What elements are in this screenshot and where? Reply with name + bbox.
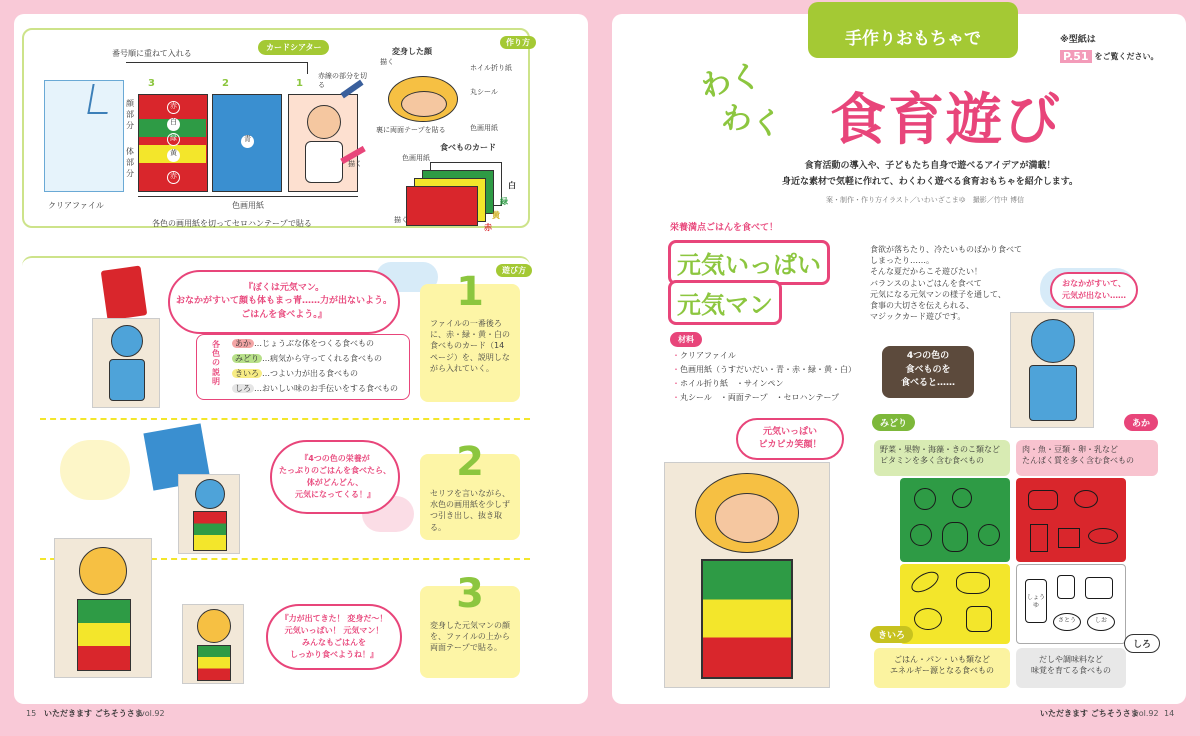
- game-title-2: 元気マン: [668, 280, 782, 325]
- left-page-number: 15: [26, 709, 37, 718]
- red-card-photo: [101, 265, 148, 320]
- green-group-label: みどり: [872, 414, 915, 431]
- material-3: ・ホイル折り紙 ・サインペン: [672, 379, 784, 388]
- yellow-food-panel: [900, 564, 1010, 644]
- game-title-1: 元気いっぱい: [668, 240, 830, 285]
- card-number-2: 2: [222, 78, 229, 89]
- yellow-group-label: きいろ: [870, 626, 913, 643]
- tag-green: みどり: [232, 354, 262, 363]
- red-cut-note: 赤線の部分を切る: [318, 72, 367, 90]
- flower-decoration: [60, 440, 130, 500]
- hero-face-icon: [307, 105, 341, 139]
- clear-file-illustration: [44, 80, 124, 192]
- material-4: ・丸シール ・両面テープ ・セロハンテープ: [672, 393, 840, 402]
- face-section-label: 顔部分: [126, 99, 134, 131]
- red-group-label: あか: [1124, 414, 1158, 431]
- apple-icon: [978, 524, 1000, 546]
- step2-photo: [178, 474, 240, 554]
- step3-box: [420, 571, 520, 678]
- chip-red-2: 赤: [167, 171, 180, 184]
- title-waku-2: わく: [719, 99, 784, 143]
- desc-red: …じょうぶな体をつくる食べもの: [254, 339, 374, 348]
- right-footer-title: いただきます ごちそうさま: [1040, 709, 1139, 718]
- nutrition-title: 各色の説明: [212, 340, 220, 386]
- material-1: ・クリアファイル: [672, 351, 736, 360]
- step3-text: 変身した元気マンの顔を、ファイルの上から両面テープで貼る。: [430, 621, 510, 653]
- card-3-striped: [138, 94, 208, 192]
- green-group-desc: 野菜・果物・海藻・きのこ類など ビタミンを多く含む食べもの: [874, 440, 1010, 476]
- sweet-potato-icon: [908, 568, 942, 597]
- width-line: [138, 196, 358, 197]
- section-tag: 栄養満点ごはんを食べて！: [670, 223, 779, 233]
- draw-label: 描く: [348, 160, 362, 168]
- red-food-panel: [1016, 478, 1126, 562]
- material-3-text: ホイル折り紙 ・サインペン: [680, 379, 784, 388]
- title-waku-1: わく: [697, 58, 764, 105]
- white-food-panel: [1016, 564, 1126, 644]
- desc-yellow: …つよい力が出る食べもの: [262, 369, 358, 378]
- desc-green: …病気から守ってくれる食べもの: [262, 354, 382, 363]
- speech-bubble-1: 『ぼくは元気マン。 おなかがすいて顔も体もまっ青……力が出ないよう。 ごはんを食べよう。』: [168, 270, 400, 334]
- draw-label-3: 描く: [394, 216, 408, 224]
- speech-bubble-2: 『4つの色の栄養が たっぷりのごはんを食べたら、 体がどんどん、 元気になってくる！』: [270, 440, 400, 514]
- step3-photo-large: [54, 538, 152, 678]
- nutrition-item-white: [232, 383, 398, 394]
- color-paper-label-3: 色画用紙: [402, 154, 430, 162]
- yellow-group-desc: ごはん・パン・いも類など エネルギー源となる食べもの: [874, 648, 1010, 688]
- nutrition-item-red: [232, 338, 374, 349]
- card-2-blue: [212, 94, 282, 192]
- overlap-label: 番号順に重ねて入れる: [112, 49, 192, 58]
- transformed-face-label: 変身した顔: [384, 44, 440, 59]
- step1-photo: [92, 318, 160, 408]
- salt-shaker-icon: [1085, 577, 1113, 599]
- happy-hero-photo: [664, 462, 830, 688]
- tofu-icon: [1058, 528, 1080, 548]
- step2-box: [420, 439, 520, 540]
- mushroom-icon: [952, 488, 972, 508]
- egg-icon: [1074, 490, 1098, 508]
- credits: 案・制作・作り方イラスト／いわいざこまゆ 撮影／竹中 博信: [826, 196, 1025, 204]
- header-tab-text: 手作りおもちゃで: [845, 29, 981, 49]
- milk-icon: [1030, 524, 1048, 552]
- tag-white: しろ: [232, 384, 254, 393]
- rice-icon: [914, 608, 942, 630]
- food-cards-label: 食べものカード: [432, 140, 504, 155]
- materials-label: 材料: [670, 332, 702, 347]
- divider-1: [40, 418, 530, 420]
- overlap-bracket: [126, 62, 308, 74]
- step2-number: 2: [456, 439, 484, 485]
- chip-white: 白: [167, 118, 180, 131]
- desc-white: …おいしい味のお手伝いをする食べもの: [254, 384, 398, 393]
- eat-four-colors: 4つの色の 食べものを 食べると……: [882, 346, 974, 398]
- meat-icon: [1028, 490, 1058, 510]
- pepper-icon: [914, 488, 936, 510]
- left-footer-title: いただきます ごちそうさま: [44, 709, 143, 718]
- bread-icon: [966, 606, 992, 632]
- soy-sauce-icon: しょうゆ: [1025, 579, 1047, 623]
- pattern-note-1: ※型紙は: [1060, 35, 1096, 45]
- lead-line-2: 身近な素材で気軽に作れて、わくわく遊べる食育おもちゃを紹介します。: [781, 177, 1079, 187]
- card-color-green: 緑: [500, 197, 508, 206]
- card-sheet-label: カードシアター: [258, 40, 329, 55]
- pattern-page: P.51: [1060, 50, 1092, 63]
- card-color-red: 赤: [484, 223, 492, 232]
- material-2: ・色画用紙（うすだいだい・青・赤・緑・黄・白）: [672, 365, 856, 374]
- sugar-bowl-icon: さとう: [1053, 613, 1081, 631]
- material-4-text: 丸シール ・両面テープ ・セロハンテープ: [680, 393, 840, 402]
- speech-hungry: おなかがすいて、 元気が出ない……: [1050, 272, 1138, 308]
- salt-bowl-icon: しお: [1087, 613, 1115, 631]
- body-section-label: 体部分: [126, 147, 134, 179]
- white-group-desc: だしや調味料など 味覚を育てる食べもの: [1016, 648, 1126, 688]
- step3-number: 3: [456, 571, 484, 617]
- chip-blue: 青: [241, 135, 254, 148]
- red-food-card: [406, 186, 478, 226]
- card-color-white: 白: [508, 181, 516, 190]
- nutrition-item-yellow: [232, 368, 358, 379]
- hero-body-icon: [305, 141, 343, 183]
- step1-text: ファイルの一番後ろに、赤・緑・黄・白の食べものカード（14ページ）を、説明しながら入れていく。: [430, 319, 510, 373]
- card-1-hero: [288, 94, 358, 192]
- title-main: 食育遊び: [830, 88, 1062, 153]
- header-tab: [808, 2, 1018, 58]
- nutrition-item-green: [232, 353, 382, 364]
- step1-number: 1: [456, 269, 484, 315]
- white-group-label: しろ: [1124, 634, 1160, 653]
- left-footer-vol: vol.92: [140, 709, 165, 718]
- draw-label-2: 描く: [380, 58, 394, 66]
- seasoning-bottle-icon: [1057, 575, 1075, 599]
- step2-text: セリフを言いながら、水色の画用紙を少しずつ引き出し、抜き取る。: [430, 489, 510, 532]
- speech-bubble-3: 『力が出てきた！ 変身だ～！ 元気いっぱい！ 元気マン！ みんなもごはんを しっかり食べようね！』: [266, 604, 402, 670]
- pattern-note-2: をご覧ください。: [1094, 51, 1159, 61]
- foil-label: ホイル折り紙: [470, 64, 512, 72]
- double-tape-note: 裏に両面テープを貼る: [376, 126, 446, 134]
- instruction-label: 作り方: [500, 36, 536, 49]
- chip-green: 緑: [167, 133, 180, 146]
- tag-yellow: きいろ: [232, 369, 262, 378]
- dot-sticker-label: 丸シール: [470, 88, 498, 96]
- pattern-note-row: [1060, 50, 1159, 63]
- card-number-1: 1: [296, 78, 303, 89]
- material-2-text: 色画用紙（うすだいだい・青・赤・緑・黄・白）: [680, 365, 856, 374]
- potato-icon: [956, 572, 990, 594]
- right-footer-vol: vol.92: [1134, 709, 1159, 718]
- lead-line-1: 食育活動の導入や、子どもたち自身で遊べるアイデアが満載！: [804, 161, 1056, 171]
- tape-note: 各色の画用紙を切ってセロハンテープで貼る: [152, 219, 312, 228]
- transformed-face-icon: [388, 76, 458, 122]
- green-food-panel: [900, 478, 1010, 562]
- intro-text: 食欲が落ちたり、冷たいものばかり食べてしまったり……。 そんな夏だからこそ遊びたい！ バランスのよいごはんを食べて 元気になる元気マンの様子を通して、 食事の大切さを伝えられる、 マジックカード遊びです。: [870, 245, 1022, 322]
- color-paper-label: 色画用紙: [232, 201, 264, 210]
- color-paper-label-2: 色画用紙: [470, 124, 498, 132]
- right-page-number: 14: [1164, 709, 1175, 718]
- chip-yellow: 黄: [167, 149, 180, 162]
- step3-photo-small: [182, 604, 244, 684]
- speech-happy: 元気いっぱい ピカピカ笑顔！: [736, 418, 844, 460]
- hungry-hero-photo: [1010, 312, 1094, 428]
- chip-red: 赤: [167, 101, 180, 114]
- tomato-icon: [910, 524, 932, 546]
- play-label: 遊び方: [496, 264, 532, 277]
- tag-red: あか: [232, 339, 254, 348]
- red-group-desc: 肉・魚・豆類・卵・乳など たんぱく質を多く含む食べもの: [1016, 440, 1158, 476]
- clear-file-label: クリアファイル: [48, 201, 104, 210]
- material-1-text: クリアファイル: [680, 351, 736, 360]
- card-color-yellow: 黄: [492, 211, 500, 220]
- card-number-3: 3: [148, 78, 155, 89]
- lettuce-icon: [942, 522, 968, 552]
- fish-icon: [1088, 528, 1118, 544]
